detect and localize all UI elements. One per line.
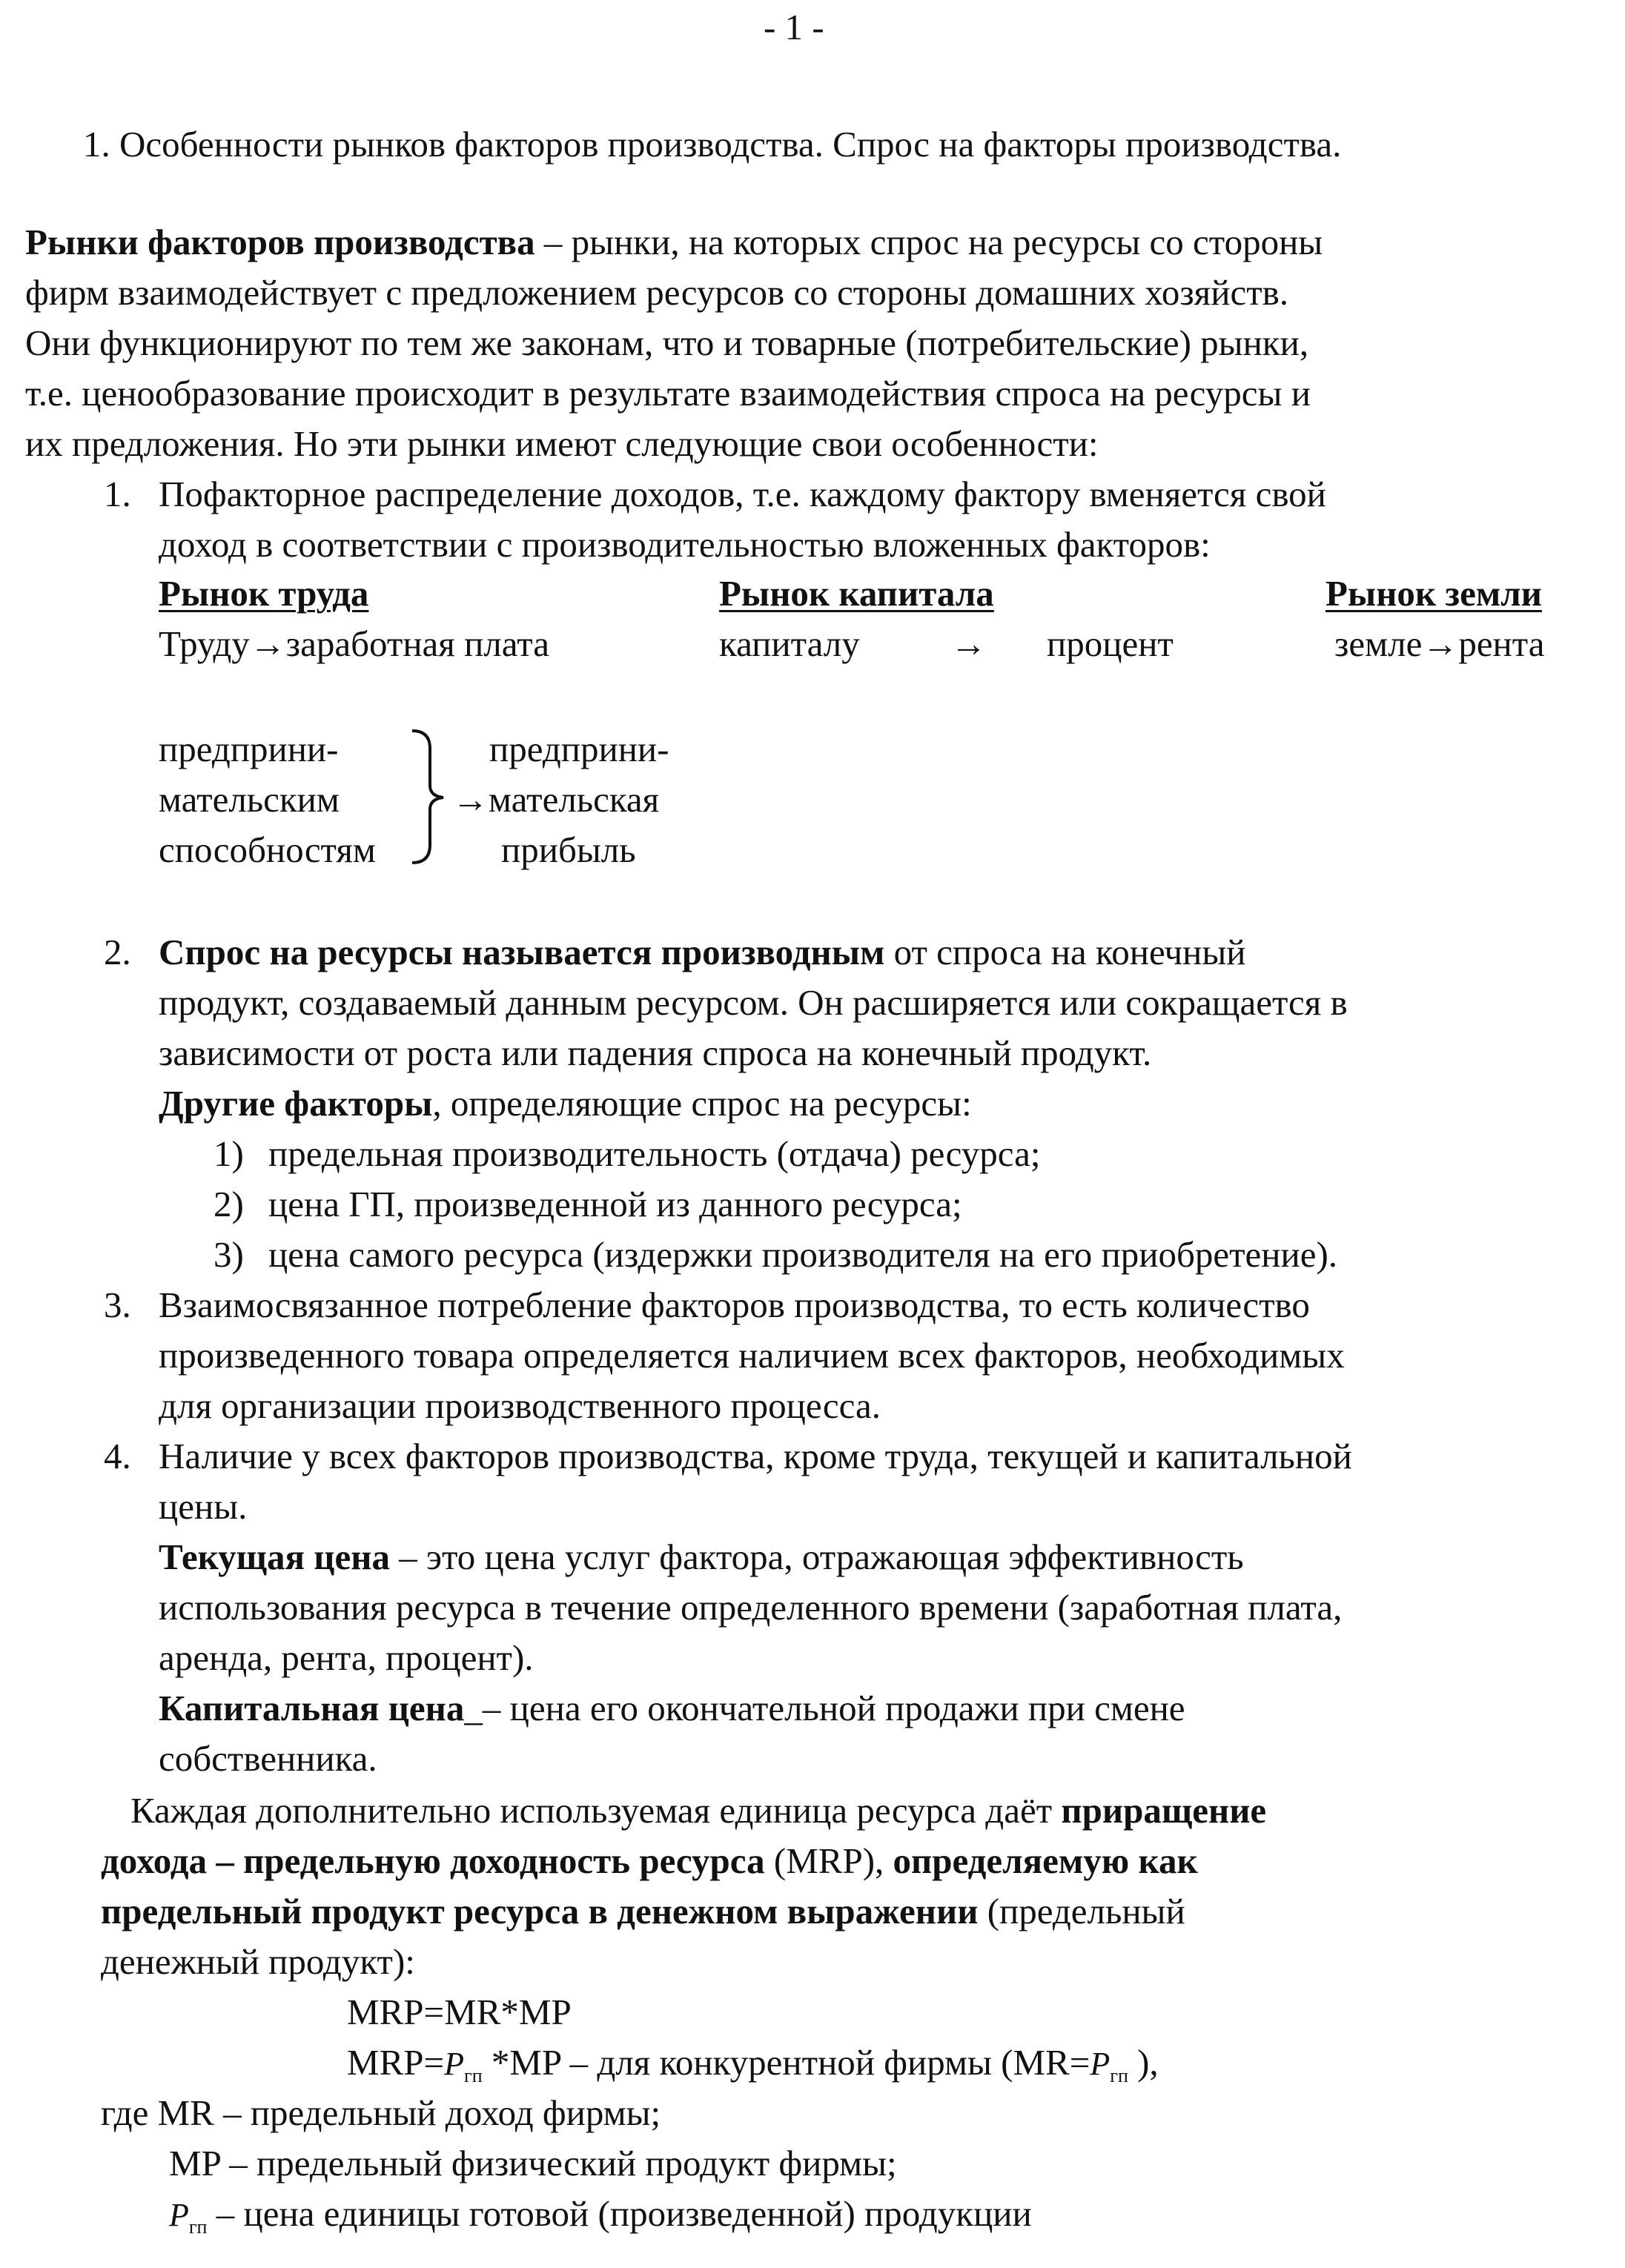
page-number: - 1 - — [764, 7, 824, 47]
sub-item-3-number: 3) — [214, 1234, 244, 1275]
intro-line-5: их предложения. Но эти рынки имеют следующие свои особенности: — [25, 423, 1099, 464]
capital-price-line-2: собственника. — [159, 1738, 377, 1779]
sub-item-1-text: предельная производительность (отдача) ресурса; — [268, 1133, 1041, 1174]
sub-item-2-text: цена ГП, произведенной из данного ресурса; — [268, 1184, 962, 1224]
item-2-number: 2. — [104, 932, 131, 972]
capital-factor: капиталу — [719, 623, 860, 664]
labor-income: Труду→заработная плата — [159, 623, 549, 664]
where-line-1: где MR – предельный доход фирмы; — [101, 2092, 661, 2133]
entrepreneur-left-3: способностям — [159, 829, 376, 870]
item-1-line-2: доход в соответствии с производительностью вложенных факторов: — [159, 524, 1211, 565]
formula-mrp: MRP=MR*MP — [347, 1992, 572, 2032]
entrepreneur-left-2: мательским — [159, 779, 340, 820]
where-line-3: $P_{гп}$ – цена единицы готовой (произведенной) продукции — [169, 2193, 1032, 2238]
item-3-line-1: Взаимосвязанное потребление факторов производства, то есть количество — [159, 1284, 1310, 1325]
intro-term: Рынки факторов производства — [25, 222, 535, 262]
capital-price-line-1: Капитальная цена_– цена его окончательной продажи при смене — [159, 1688, 1185, 1728]
capital-arrow: → — [950, 623, 987, 664]
item-1-line-1: Пофакторное распределение доходов, т.е. каждому фактору вменяется свой — [159, 474, 1326, 514]
entrepreneur-right-3: прибыль — [501, 829, 636, 870]
mrp-line-1: Каждая дополнительно используемая единица ресурса даёт приращение — [130, 1790, 1267, 1831]
item-3-number: 3. — [104, 1284, 131, 1325]
item-3-line-3: для организации производственного процесса. — [159, 1385, 881, 1426]
item-4-number: 4. — [104, 1436, 131, 1476]
current-price-line-1: Текущая цена – это цена услуг фактора, отражающая эффективность — [159, 1536, 1244, 1577]
other-factors-line: Другие факторы, определяющие спрос на ресурсы: — [159, 1083, 972, 1124]
mrp-line-4: денежный продукт): — [101, 1941, 415, 1982]
intro-line-4: т.е. ценообразование происходит в результате взаимодействия спроса на ресурсы и — [25, 373, 1311, 414]
sub-item-3-text: цена самого ресурса (издержки производителя на его приобретение). — [268, 1234, 1338, 1275]
item-2-line-3: зависимости от роста или падения спроса на конечный продукт. — [159, 1032, 1152, 1073]
mrp-line-3: предельный продукт ресурса в денежном выражении (предельный — [101, 1891, 1185, 1932]
sub-item-2-number: 2) — [214, 1184, 244, 1224]
item-3-line-2: произведенного товара определяется наличием всех факторов, необходимых — [159, 1335, 1345, 1376]
curly-brace-icon — [405, 726, 457, 867]
formula-mrp-competitive: $MRP=P_{гп}$ *MP – для конкурентной фирмы ($MR=P_{гп}$ ), — [347, 2042, 1159, 2086]
sub-item-1-number: 1) — [214, 1133, 244, 1174]
item-4-line-2: цены. — [159, 1486, 248, 1527]
section-title: 1. Особенности рынков факторов производства. Спрос на факторы производства. — [83, 124, 1342, 165]
intro-line-3: Они функционируют по тем же законам, что и товарные (потребительские) рынки, — [25, 322, 1309, 363]
current-price-line-3: аренда, рента, процент). — [159, 1637, 534, 1678]
item-2-line-2: продукт, создаваемый данным ресурсом. Он расширяется или сокращается в — [159, 982, 1348, 1023]
intro-line-1: Рынки факторов производства – рынки, на которых спрос на ресурсы со стороны — [25, 222, 1323, 262]
item-4-line-1: Наличие у всех факторов производства, кроме труда, текущей и капитальной — [159, 1436, 1352, 1476]
entrepreneur-right-1: предприни- — [489, 729, 669, 769]
entrepreneur-right-2: →мательская — [452, 779, 660, 820]
where-line-2: MP – предельный физический продукт фирмы; — [169, 2143, 897, 2184]
capital-income: процент — [1047, 623, 1174, 664]
entrepreneur-left-1: предприни- — [159, 729, 339, 769]
capital-market-heading: Рынок капитала — [719, 573, 994, 614]
land-income: земле→рента — [1334, 623, 1545, 664]
current-price-line-2: использования ресурса в течение определенного времени (заработная плата, — [159, 1587, 1343, 1628]
land-market-heading: Рынок земли — [1326, 573, 1542, 614]
item-2-line-1: Спрос на ресурсы называется производным от спроса на конечный — [159, 932, 1246, 972]
mrp-line-2: дохода – предельную доходность ресурса (MRP), определяемую как — [101, 1840, 1198, 1881]
intro-line-2: фирм взаимодействует с предложением ресурсов со стороны домашних хозяйств. — [25, 272, 1288, 313]
labor-market-heading: Рынок труда — [159, 573, 369, 614]
item-1-number: 1. — [104, 474, 131, 514]
